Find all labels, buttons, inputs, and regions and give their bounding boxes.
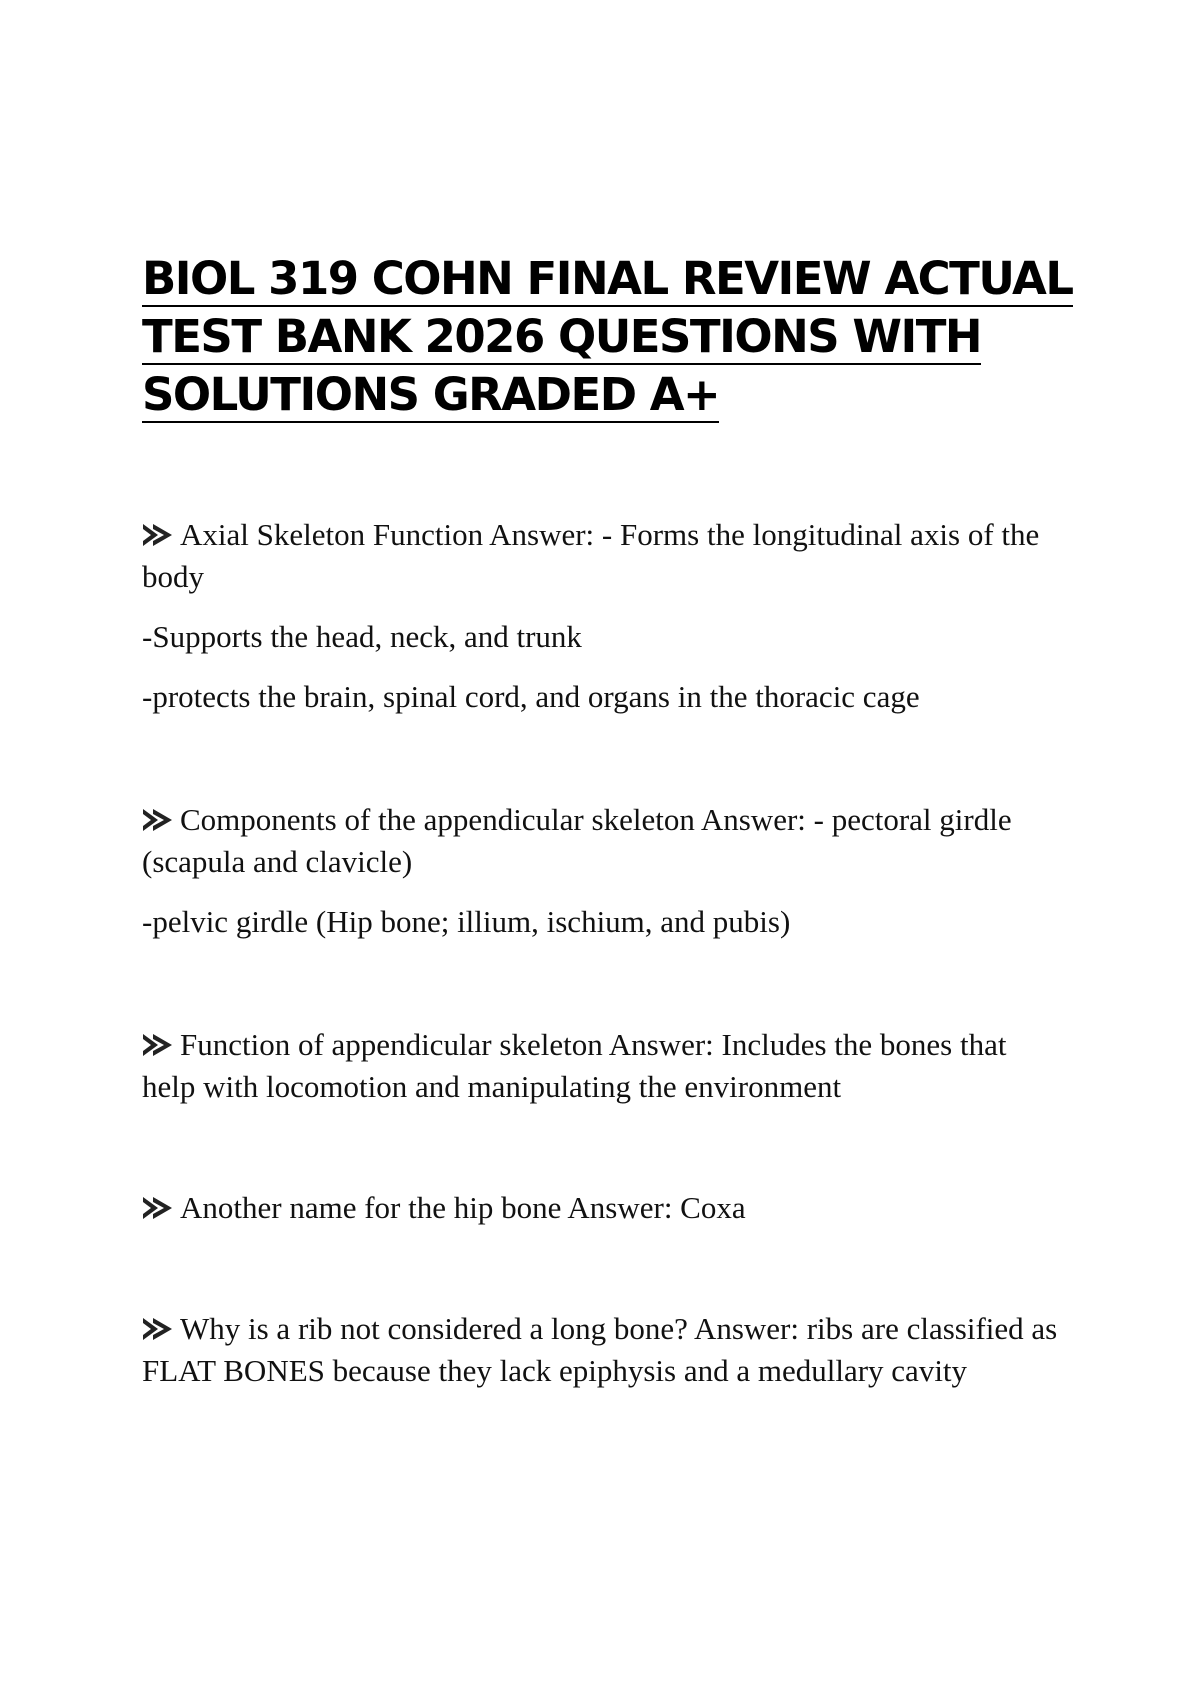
qa-question: Another name for the hip bone Answer: Coxa <box>142 1187 1062 1229</box>
title-line-3: SOLUTIONS GRADED A+ <box>142 368 720 421</box>
qa-item-appendicular-function <box>142 1024 1062 1108</box>
qa-item-rib-long-bone <box>142 1308 1062 1392</box>
double-arrow-icon <box>142 1195 174 1221</box>
qa-item-appendicular-components <box>142 799 1062 943</box>
qa-question: Components of the appendicular skeleton Answer: - pectoral girdle (scapula and clavicle) <box>142 802 1012 879</box>
qa-item-axial-skeleton-function <box>142 514 1062 718</box>
qa-answer-line: -pelvic girdle (Hip bone; illium, ischium, and pubis) <box>142 904 791 939</box>
qa-item-hip-bone-name <box>142 1187 1062 1229</box>
title-line-2: TEST BANK 2026 QUESTIONS WITH <box>142 310 982 363</box>
double-arrow-icon <box>142 1032 174 1058</box>
qa-answer-line: -Supports the head, neck, and trunk <box>142 619 582 654</box>
qa-question: Axial Skeleton Function Answer: - Forms the longitudinal axis of the body <box>142 517 1040 594</box>
qa-question: Function of appendicular skeleton Answer: Includes the bones that help with locomotion and manipulating the environment <box>142 1027 1007 1104</box>
document-title <box>142 250 1082 424</box>
double-arrow-icon <box>142 1316 174 1342</box>
title-line-1: BIOL 319 COHN FINAL REVIEW ACTUAL <box>142 252 1073 305</box>
double-arrow-icon <box>142 522 174 548</box>
qa-answer-line: -protects the brain, spinal cord, and organs in the thoracic cage <box>142 679 920 714</box>
qa-question: Why is a rib not considered a long bone? Answer: ribs are classified as FLAT BONES because they lack epiphysis and a medullary cavity <box>142 1311 1058 1388</box>
double-arrow-icon <box>142 807 174 833</box>
